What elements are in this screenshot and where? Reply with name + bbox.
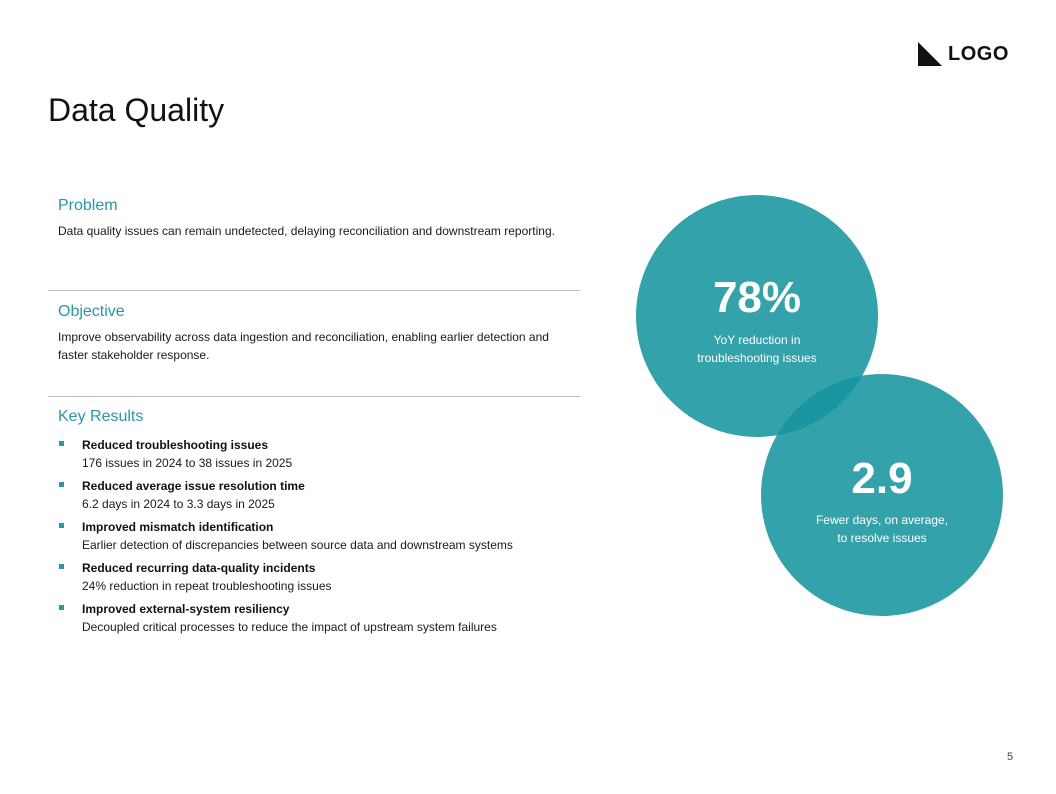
problem-heading: Problem xyxy=(58,197,118,214)
square-bullet-icon xyxy=(59,441,64,446)
result-detail: 176 issues in 2024 to 38 issues in 2025 xyxy=(82,455,293,470)
square-bullet-icon xyxy=(59,605,64,610)
logo xyxy=(918,42,1009,66)
divider xyxy=(48,290,580,291)
key-results-list xyxy=(58,437,578,642)
result-detail: Earlier detection of discrepancies between source data and downstream systems xyxy=(82,537,513,552)
logo-text: LOGO xyxy=(948,43,1009,65)
logo-triangle-icon xyxy=(918,42,942,66)
list-item xyxy=(58,601,578,636)
result-detail: 24% reduction in repeat troubleshooting issues xyxy=(82,578,332,593)
list-item xyxy=(58,519,578,554)
square-bullet-icon xyxy=(59,482,64,487)
problem-body: Data quality issues can remain undetected, delaying reconciliation and downstream reporting. xyxy=(58,224,555,238)
stat-caption-line: to resolve issues xyxy=(837,531,927,545)
result-title: Improved external-system resiliency xyxy=(82,602,290,616)
result-title: Reduced average issue resolution time xyxy=(82,479,305,493)
stat-caption xyxy=(791,511,973,547)
list-item xyxy=(58,478,578,513)
stat-caption-line: YoY reduction in xyxy=(713,333,801,347)
square-bullet-icon xyxy=(59,564,64,569)
objective-heading: Objective xyxy=(58,303,125,320)
key-results-heading: Key Results xyxy=(58,408,144,425)
list-item xyxy=(58,437,578,472)
page-title: Data Quality xyxy=(48,92,225,128)
objective-body: Improve observability across data ingestion and reconciliation, enabling earlier detection and faster stakeholder response. xyxy=(58,330,549,362)
result-title: Improved mismatch identification xyxy=(82,520,274,534)
stat-circle-resolution-days xyxy=(761,374,1003,616)
key-results-section xyxy=(48,407,580,427)
stat-value: 78% xyxy=(712,273,802,322)
square-bullet-icon xyxy=(59,523,64,528)
objective-section xyxy=(48,302,580,364)
problem-section xyxy=(48,196,580,240)
result-detail: 6.2 days in 2024 to 3.3 days in 2025 xyxy=(82,496,275,511)
result-title: Reduced troubleshooting issues xyxy=(82,438,269,452)
stat-caption xyxy=(666,331,848,367)
stat-caption-line: Fewer days, on average, xyxy=(815,513,949,527)
divider xyxy=(48,396,580,397)
result-detail: Decoupled critical processes to reduce the impact of upstream system failures xyxy=(82,619,497,634)
page-number: 5 xyxy=(1006,751,1014,763)
result-title: Reduced recurring data-quality incidents xyxy=(82,561,316,575)
stat-caption-line: troubleshooting issues xyxy=(697,351,817,365)
list-item xyxy=(58,560,578,595)
stat-value: 2.9 xyxy=(851,454,913,503)
